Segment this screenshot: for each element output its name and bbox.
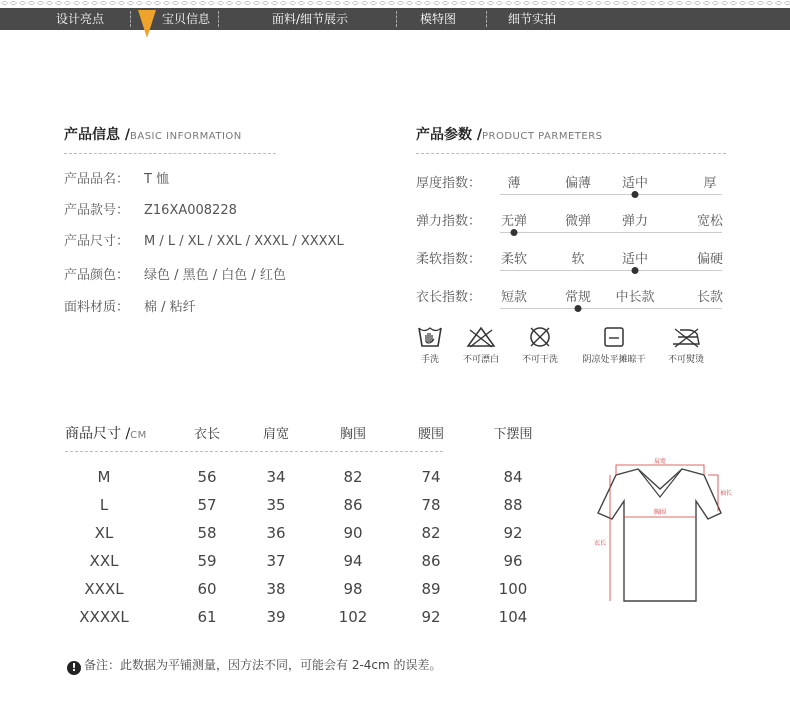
- nav-item-fabric[interactable]: 面料/细节展示: [272, 12, 349, 26]
- table-cell: 35: [266, 496, 286, 514]
- no-tumble-dry-icon: [528, 326, 552, 348]
- table-cell: 86: [421, 552, 441, 570]
- table-size-cell: XXL: [89, 552, 119, 570]
- param-selected-dot: [511, 229, 518, 236]
- table-cell: 74: [421, 468, 441, 486]
- nav-item-product-info[interactable]: 宝贝信息: [162, 12, 211, 26]
- table-cell: 39: [266, 608, 286, 626]
- note-text: 备注：此数据为平铺测量，因方法不同，可能会有 2-4cm 的误差。: [84, 658, 442, 672]
- table-cell: 38: [266, 580, 286, 598]
- diagram-length-label: 衣长: [593, 540, 607, 547]
- table-header: 腰围: [417, 427, 445, 442]
- info-label: 面料材质：: [64, 300, 130, 315]
- table-header: 衣长: [193, 427, 221, 442]
- param-option: 常规: [564, 290, 592, 305]
- info-label: 产品尺寸：: [64, 234, 130, 249]
- nav-separator: [486, 11, 487, 27]
- hand-wash-icon: [417, 326, 443, 348]
- table-cell: 61: [197, 608, 217, 626]
- table-cell: 36: [266, 524, 286, 542]
- nav-separator: [396, 11, 397, 27]
- nav-item-design[interactable]: 设计亮点: [56, 12, 105, 26]
- table-cell: 94: [343, 552, 363, 570]
- size-table-title-cn: 商品尺寸 /: [65, 426, 131, 442]
- table-cell: 102: [338, 608, 368, 626]
- param-label: 柔软指数：: [416, 252, 482, 267]
- care-no-dry: [505, 326, 575, 365]
- info-value: 棉 / 粘纤: [144, 300, 196, 315]
- top-nav: [0, 0, 790, 30]
- param-option: 无弹: [500, 214, 528, 229]
- divider: [65, 451, 443, 452]
- table-size-cell: M: [97, 468, 111, 486]
- info-value: Z16XA008228: [144, 203, 237, 218]
- care-no-iron: [651, 326, 721, 365]
- param-option: 长款: [696, 290, 724, 305]
- param-option: 薄: [507, 176, 521, 191]
- param-scale-line: [500, 194, 722, 195]
- info-row-colors: [64, 264, 286, 283]
- table-header: 胸围: [339, 427, 367, 442]
- size-table-title: [65, 423, 147, 443]
- param-label: 厚度指数：: [416, 176, 482, 191]
- product-params-title: [416, 124, 603, 144]
- nav-item-model[interactable]: 模特图: [420, 12, 457, 26]
- table-cell: 84: [503, 468, 523, 486]
- care-label: 不可干洗: [521, 355, 558, 365]
- table-cell: 78: [421, 496, 441, 514]
- info-label: 产品品名：: [64, 172, 130, 187]
- table-cell: 89: [421, 580, 441, 598]
- param-option: 中长款: [615, 290, 655, 305]
- param-row: [416, 210, 726, 240]
- info-label: 产品颜色：: [64, 268, 130, 283]
- care-label: 阴凉处平摊晾干: [582, 355, 646, 365]
- table-size-cell: L: [99, 496, 109, 514]
- nav-active-pointer: [138, 10, 156, 38]
- info-label: 产品款号：: [64, 203, 130, 218]
- table-cell: 37: [266, 552, 286, 570]
- nav-decoration: [0, 0, 790, 7]
- info-row-sizes: [64, 230, 344, 249]
- product-info-title-cn: 产品信息 /: [64, 127, 130, 143]
- size-table-unit: CM: [130, 430, 147, 441]
- info-row-sku: [64, 199, 237, 218]
- product-params-title-cn: 产品参数 /: [416, 127, 482, 143]
- param-selected-dot: [632, 191, 639, 198]
- care-label: 手洗: [420, 355, 439, 365]
- table-cell: 86: [343, 496, 363, 514]
- param-scale-line: [500, 308, 722, 309]
- diagram-sleeve-label: 袖长: [719, 490, 733, 497]
- table-cell: 88: [503, 496, 523, 514]
- table-cell: 96: [503, 552, 523, 570]
- table-cell: 100: [498, 580, 528, 598]
- garment-measurement-diagram: [586, 455, 736, 615]
- diagram-chest-label: 胸围: [653, 509, 667, 516]
- param-option: 弹力: [621, 214, 649, 229]
- product-info-title-en: BASIC INFORMATION: [130, 131, 242, 142]
- no-iron-icon: [670, 326, 702, 348]
- param-selected-dot: [632, 267, 639, 274]
- dry-flat-shade-icon: [603, 326, 625, 348]
- info-value: 绿色 / 黑色 / 白色 / 红色: [144, 268, 286, 283]
- param-option: 微弹: [564, 214, 592, 229]
- table-size-cell: XL: [94, 524, 114, 542]
- diagram-shoulder-label: 肩宽: [653, 458, 667, 465]
- param-option: 柔软: [500, 252, 528, 267]
- nav-bar: [0, 8, 790, 30]
- param-option: 偏硬: [696, 252, 724, 267]
- divider: [416, 153, 726, 154]
- table-cell: 60: [197, 580, 217, 598]
- table-cell: 57: [197, 496, 217, 514]
- table-header: 下摆围: [493, 427, 533, 442]
- table-cell: 104: [498, 608, 528, 626]
- care-dry-flat: [579, 326, 649, 365]
- param-row: [416, 172, 726, 202]
- param-scale-line: [500, 270, 722, 271]
- param-option: 宽松: [696, 214, 724, 229]
- table-cell: 90: [343, 524, 363, 542]
- table-header: 肩宽: [262, 427, 290, 442]
- table-cell: 98: [343, 580, 363, 598]
- table-cell: 56: [197, 468, 217, 486]
- table-size-cell: XXXXL: [79, 608, 129, 626]
- nav-separator: [130, 11, 131, 27]
- table-cell: 58: [197, 524, 217, 542]
- param-option: 软: [571, 252, 585, 267]
- param-row: [416, 286, 726, 316]
- info-row-material: [64, 296, 196, 315]
- param-label: 弹力指数：: [416, 214, 482, 229]
- table-size-cell: XXXL: [84, 580, 124, 598]
- product-params-title-en: PRODUCT PARMETERS: [482, 131, 603, 142]
- table-cell: 92: [421, 608, 441, 626]
- info-row-name: [64, 168, 169, 187]
- exclamation-icon: !: [67, 661, 81, 675]
- care-label: 不可漂白: [462, 355, 499, 365]
- param-option: 厚: [703, 176, 717, 191]
- param-option: 偏薄: [564, 176, 592, 191]
- param-option: 适中: [621, 252, 649, 267]
- table-cell: 92: [503, 524, 523, 542]
- param-option: 适中: [621, 176, 649, 191]
- param-scale-line: [500, 232, 722, 233]
- info-value: M / L / XL / XXL / XXXL / XXXXL: [144, 234, 344, 249]
- divider: [64, 153, 276, 154]
- info-value: T 恤: [144, 172, 170, 187]
- table-cell: 82: [421, 524, 441, 542]
- param-selected-dot: [575, 305, 582, 312]
- param-label: 衣长指数：: [416, 290, 482, 305]
- no-bleach-icon: [466, 326, 496, 348]
- nav-separator: [218, 11, 219, 27]
- measurement-note: [67, 656, 442, 675]
- table-cell: 34: [266, 468, 286, 486]
- nav-item-detail-photos[interactable]: 细节实拍: [508, 12, 557, 26]
- param-option: 短款: [500, 290, 528, 305]
- product-info-title: [64, 124, 242, 144]
- table-cell: 82: [343, 468, 363, 486]
- care-label: 不可熨烫: [667, 355, 704, 365]
- param-row: [416, 248, 726, 278]
- table-cell: 59: [197, 552, 217, 570]
